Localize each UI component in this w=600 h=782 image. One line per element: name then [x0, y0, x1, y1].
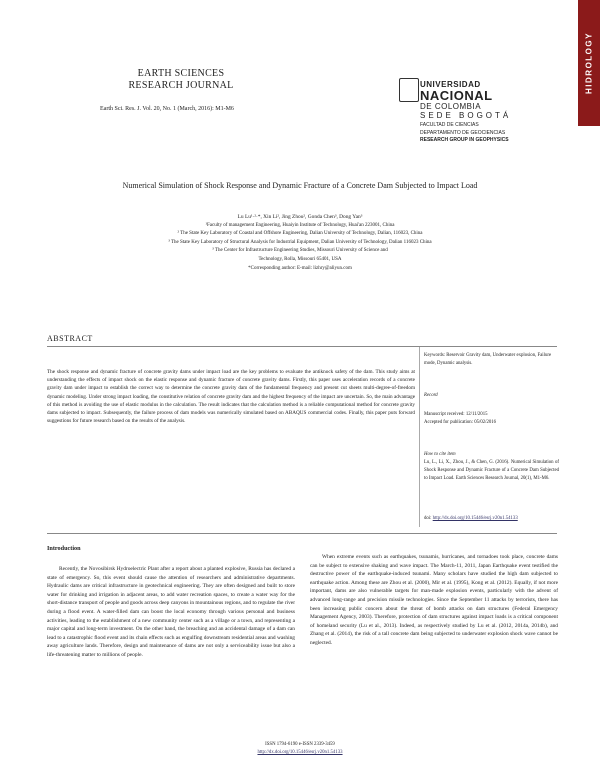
cite-doi: [424, 515, 559, 523]
section-tab-label: HIDROLOGY: [584, 32, 594, 94]
introduction-right-column: [310, 553, 558, 648]
affiliation-4a: ³ The Center for Infrastructure Engineering Studies, Missouri University of Science and: [212, 248, 388, 254]
journal-citation: Earth Sci. Res. J. Vol. 20, No. 1 (March, 2016): M1-M6: [100, 106, 234, 112]
university-line6: DEPARTAMENTO DE GEOCIENCIAS: [420, 130, 506, 136]
journal-name-line1: EARTH SCIENCES: [137, 68, 225, 79]
introduction-heading: Introduction: [47, 545, 81, 552]
author-block: [100, 213, 500, 273]
abstract-heading: ABSTRACT: [47, 334, 93, 343]
accepted-date: Accepted for publication: 05/02/2016: [424, 420, 497, 425]
affiliation-3: ³ The State Key Laboratory of Structural Analysis for Industrial Equipment, Dalian University of Technology, Dalian 116023 China: [168, 239, 432, 245]
university-line4: SEDE BOGOTÁ: [420, 111, 512, 120]
record-label: Record: [424, 393, 438, 398]
journal-name: [96, 68, 266, 92]
author-list: Lu Lu¹·²·*, Xin Li², Jing Zhou², Gonda Chen³, Dong Yan³: [237, 214, 363, 220]
keywords: Keywords: Reservoir Gravity dam, Underwater explosion, Failure mode, Dynamic analysis.: [424, 353, 552, 366]
introduction-paragraph-2: When extreme events such as earthquakes, tsunamis, hurricanes, and tornadoes took place, concrete dams can be subject to extensive shaking and wave impact. The March-11, 2011, Japan Earthquake event testified the destructive power of the earthquake-induced tsunami. Many scholars have studied the high dam subjected to earthquake action. Among these are Zhou et al. (2000), Mir et al. (1995), Kong et al. (2012). Equally, if not more important, dams are also vulnerable targets for man-made explosion events, particularly with the advent of advanced long-range and precision missile technologies. Since the September 11 attacks by terrorists, there has been increasing public concern about the threat of bomb attacks on dam structures (Federal Emergency Management Agency, 2003). Therefore, protection of dam structures against impact loads is a critical component of homeland security (Lu et al., 2013). Indeed, as respectively studied by Lu et al. (2012, 2014a, 2014b), and Zhang et al. (2014), the risk of a tall concrete dam being subjected to underwater explosion shock wave cannot be neglected.: [310, 554, 558, 646]
cite-text: Lu, L., Li, X., Zhou, J., & Chen, G. (2016). Numerical Simulation of Shock Response and Dynamic Fracture of a Concrete Dam Subjected to Impact Load. Earth Sciences Research Journal, 20(1), M1-M6.: [424, 460, 559, 481]
abstract-body: The shock response and dynamic fracture of concrete gravity dams under impact load are the key problems to evaluate the antiknock safety of the dam. This study aims at understanding the effects of impact shock on the elastic response and dynamic fracture of concrete gravity dams. Firstly, this paper uses acceleration records of a concrete gravity dam under impact to establish the correct way to determine the concrete gravity dam of the fundamental frequency and present cut sheets multi-degree-of-freedom dynamic modeling. Under strong impact loading, the constitutive relation of concrete gravity dam and the highest frequency of the impact are uncertain. So, the main advantage of this method is avoiding the use of elastic modulus in the calculation. The result indicates that the calculation method is a reliable computational method for concrete gravity dams subjected to impact. Subsequently, the failure process of dam models was numerically simulated based on ABAQUS commercial codes. Finally, this paper puts forward suggestions for future research based on the results of the analysis.: [47, 369, 415, 425]
university-logo: [420, 80, 570, 143]
journal-name-line2: RESEARCH JOURNAL: [128, 80, 234, 91]
column-divider: [419, 347, 420, 527]
footer-issn: ISSN 1794-6190 e-ISSN 2339-3459: [265, 742, 335, 747]
university-line3: DE COLOMBIA: [420, 102, 482, 111]
university-line2: NACIONAL: [420, 88, 493, 103]
footer-doi-link[interactable]: http://dx.doi.org/10.15446/esrj.v20n1.54133: [257, 750, 343, 755]
section-tab: [578, 0, 600, 126]
university-seal-icon: [399, 78, 419, 102]
section-divider: [47, 533, 557, 534]
university-line7: RESEARCH GROUP IN GEOPHYSICS: [420, 137, 509, 143]
introduction-left-column: [47, 565, 295, 660]
university-line1: UNIVERSIDAD: [420, 80, 481, 89]
affiliation-4b: Technology, Rolla, Missouri 65401, USA: [258, 256, 342, 262]
abstract-divider: [47, 346, 557, 347]
paper-title: Numerical Simulation of Shock Response and Dynamic Fracture of a Concrete Dam Subjected to Impact Load: [122, 181, 478, 190]
cite-doi-link[interactable]: http://dx.doi.org/10.15446/esrj.v20n1.54133: [432, 516, 518, 521]
introduction-paragraph-1: Recently, the Novosibirsk Hydroelectric Plant after a report about a planted explosive, Russia has declared a state of emergency. So, this event should cause the attention of researchers and administrative departments. Hydraulic dams are critical infrastructure in geotechnical engineering. They are often designed and built to store water for drinking and irrigation in adjacent areas, to add water recreation spaces, to create a water way for the short-distance transport of people and goods across deep canyons in mountainous regions, and to regulate the river during a flood event. A water-filled dam can boost the local economy through various personal and business activities, leading to the establishment of a new community center such as a village or a town, and representing a major capital and long-term investment. On the other hand, the breaching and an accidental damage of a dam can lead to a catastrophic flood event and its chain effects such as engulfing downstream residential areas and washing away agriculture lands. Therefore, design and maintenance of dams are not only a serviceability issue but also a life-threatening matter to millions of people.: [47, 566, 295, 658]
affiliation-1: ¹Faculty of management Engineering, Huaiyin Institute of Technology, Huai'an 223001, China: [205, 222, 395, 228]
university-line5: FACULTAD DE CIENCIAS: [420, 122, 479, 128]
received-date: Manuscript received: 12/11/2015: [424, 412, 488, 417]
cite-label: How to cite item: [424, 452, 456, 457]
corresponding-author: *Corresponding author: E-mail: lizhry@aliyun.com: [248, 265, 352, 271]
footer-doi: [0, 749, 600, 756]
affiliation-2: ² The State Key Laboratory of Coastal and Offshore Engineering, Dalian University of Technology, Dalian, 116023, China: [177, 231, 423, 237]
cite-doi-prefix: doi:: [424, 516, 433, 521]
